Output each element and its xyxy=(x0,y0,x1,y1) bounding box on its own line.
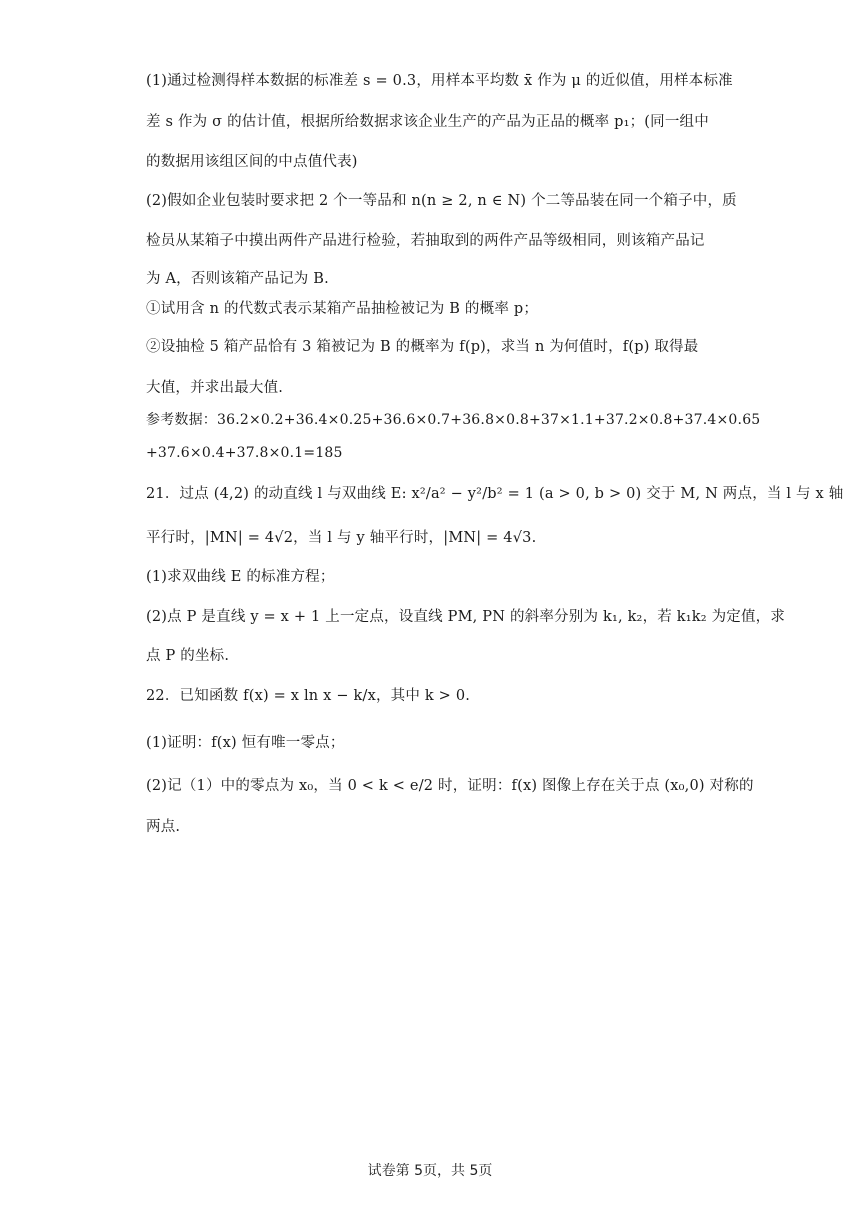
q21-stem-line1: 21．过点 (4,2) 的动直线 l 与双曲线 E: x²/a² − y²/b² = 1 (a > 0, b > 0) 交于 M, N 两点，当 l 与 x 轴 xyxy=(146,486,844,502)
q22-part2-line1: (2)记（1）中的零点为 x₀，当 0 < k < e/2 时，证明：f(x) 图像上存在关于点 (x₀,0) 对称的 xyxy=(146,778,754,794)
q20-part2-line3: 为 A，否则该箱产品记为 B. xyxy=(146,271,329,287)
q20-sub2-line1: ②设抽检 5 箱产品恰有 3 箱被记为 B 的概率为 f(p)，求当 n 为何值时，f(p) 取得最 xyxy=(146,339,699,355)
reference-data-line1: 参考数据：36.2×0.2+36.4×0.25+36.6×0.7+36.8×0.8+37×1.1+37.2×0.8+37.4×0.65 xyxy=(146,412,761,428)
q22-part1: (1)证明：f(x) 恒有唯一零点； xyxy=(146,735,345,751)
q21-part2-line2: 点 P 的坐标. xyxy=(146,648,230,664)
q21-part1: (1)求双曲线 E 的标准方程； xyxy=(146,569,335,585)
q22-part2-line2: 两点. xyxy=(146,819,181,835)
page-footer: 试卷第 5页，共 5页 xyxy=(367,1163,493,1179)
q21-part2-line1: (2)点 P 是直线 y = x + 1 上一定点，设直线 PM, PN 的斜率分别为 k₁, k₂，若 k₁k₂ 为定值，求 xyxy=(146,609,786,625)
q20-part1-line1: (1)通过检测得样本数据的标准差 s = 0.3，用样本平均数 x̄ 作为 μ 的近似值，用样本标准 xyxy=(146,73,733,89)
q20-part1-line3: 的数据用该组区间的中点值代表) xyxy=(146,154,358,170)
q20-sub2-line2: 大值，并求出最大值. xyxy=(146,380,284,396)
q22-stem: 22．已知函数 f(x) = x ln x − k/x，其中 k > 0. xyxy=(146,688,471,704)
q20-part1-line2: 差 s 作为 σ 的估计值，根据所给数据求该企业生产的产品为正品的概率 p₁；(同一组中 xyxy=(146,114,709,130)
q20-part2-line1: (2)假如企业包装时要求把 2 个一等品和 n(n ≥ 2, n ∈ N) 个二等品装在同一个箱子中，质 xyxy=(146,193,737,209)
q20-part2-line2: 检员从某箱子中摸出两件产品进行检验，若抽取到的两件产品等级相同，则该箱产品记 xyxy=(146,233,705,249)
q20-sub1: ①试用含 n 的代数式表示某箱产品抽检被记为 B 的概率 p； xyxy=(146,301,539,317)
q21-stem-line2: 平行时，|MN| = 4√2，当 l 与 y 轴平行时，|MN| = 4√3. xyxy=(146,530,537,546)
reference-data-line2: +37.6×0.4+37.8×0.1=185 xyxy=(146,445,343,461)
